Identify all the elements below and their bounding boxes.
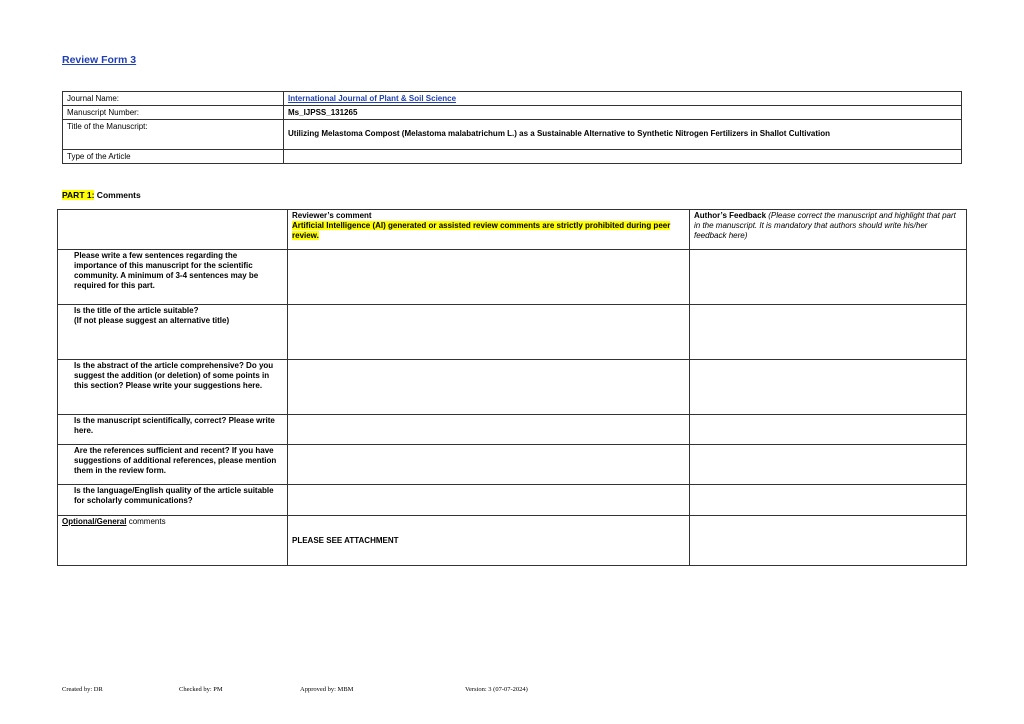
author-feedback-header: Author’s Feedback <box>694 211 767 220</box>
reviewer-comment-cell[interactable] <box>288 415 690 445</box>
footer-created: Created by: DR <box>62 686 103 693</box>
manuscript-title-value: Utilizing Melastoma Compost (Melastoma malabatrichum L.) as a Sustainable Alternative to Synthetic Nitrogen Fertilizers in Shallot Cultivation <box>284 120 962 150</box>
manuscript-number-label: Manuscript Number: <box>63 106 284 120</box>
author-feedback-cell[interactable] <box>690 516 967 566</box>
author-feedback-cell[interactable] <box>690 415 967 445</box>
manuscript-number-value: Ms_IJPSS_131265 <box>284 106 962 120</box>
author-feedback-cell[interactable] <box>690 250 967 305</box>
footer-version: Version: 3 (07-07-2024) <box>465 686 528 693</box>
journal-row <box>63 92 962 106</box>
reviewer-header: Reviewer’s comment <box>292 211 372 220</box>
comments-header-row <box>58 210 967 250</box>
question-row <box>58 250 967 305</box>
attachment-note[interactable]: PLEASE SEE ATTACHMENT <box>288 516 690 566</box>
article-type-row <box>63 150 962 164</box>
reviewer-comment-cell[interactable] <box>288 250 690 305</box>
reviewer-header-cell <box>288 210 690 250</box>
author-feedback-cell[interactable] <box>690 485 967 516</box>
reviewer-comment-cell[interactable] <box>288 445 690 485</box>
blank-header-cell <box>58 210 288 250</box>
reviewer-comment-cell[interactable] <box>288 485 690 516</box>
reviewer-comment-cell[interactable] <box>288 305 690 360</box>
author-feedback-cell[interactable] <box>690 305 967 360</box>
part1-label: PART 1: <box>62 190 95 200</box>
manuscript-title-label: Title of the Manuscript: <box>63 120 284 150</box>
question-row <box>58 445 967 485</box>
optional-comments-word: comments <box>126 517 166 526</box>
author-feedback-note: (Please correct the manuscript and highlight that part in the manuscript. It is mandatory that authors should write his/her feedback here) <box>694 211 956 240</box>
question-references: Are the references sufficient and recent? If you have suggestions of additional references, please mention them in the review form. <box>58 445 288 485</box>
part1-heading <box>62 190 141 200</box>
reviewer-comment-cell[interactable] <box>288 360 690 415</box>
ai-warning: Artificial Intelligence (AI) generated or assisted review comments are strictly prohibited during peer review. <box>292 221 671 240</box>
manuscript-title-row <box>63 120 962 150</box>
journal-label: Journal Name: <box>63 92 284 106</box>
part1-rest: Comments <box>94 190 141 200</box>
question-scientific: Is the manuscript scientifically, correct? Please write here. <box>58 415 288 445</box>
optional-comments-row <box>58 516 967 566</box>
footer-approved: Approved by: MBM <box>300 686 354 693</box>
form-title: Review Form 3 <box>62 54 137 66</box>
optional-comments-label <box>58 516 288 566</box>
author-feedback-cell[interactable] <box>690 445 967 485</box>
question-abstract: Is the abstract of the article comprehensive? Do you suggest the addition (or deletion) of some points in this section? Please write your suggestions here. <box>58 360 288 415</box>
footer-checked: Checked by: PM <box>179 686 223 693</box>
question-row <box>58 415 967 445</box>
journal-link[interactable]: International Journal of Plant & Soil Science <box>288 94 457 103</box>
question-row <box>58 360 967 415</box>
question-language: Is the language/English quality of the article suitable for scholarly communications? <box>58 485 288 516</box>
manuscript-info-table <box>62 91 962 164</box>
question-importance: Please write a few sentences regarding the importance of this manuscript for the scientific community. A minimum of 3-4 sentences may be required for this part. <box>58 250 288 305</box>
question-row <box>58 485 967 516</box>
question-title: Is the title of the article suitable? (If not please suggest an alternative title) <box>58 305 288 360</box>
question-row <box>58 305 967 360</box>
article-type-value[interactable] <box>284 150 962 164</box>
manuscript-number-row <box>63 106 962 120</box>
journal-value <box>284 92 962 106</box>
author-header-cell <box>690 210 967 250</box>
article-type-label: Type of the Article <box>63 150 284 164</box>
optional-general-label: Optional/General <box>62 517 127 526</box>
author-feedback-cell[interactable] <box>690 360 967 415</box>
comments-table <box>57 209 967 566</box>
